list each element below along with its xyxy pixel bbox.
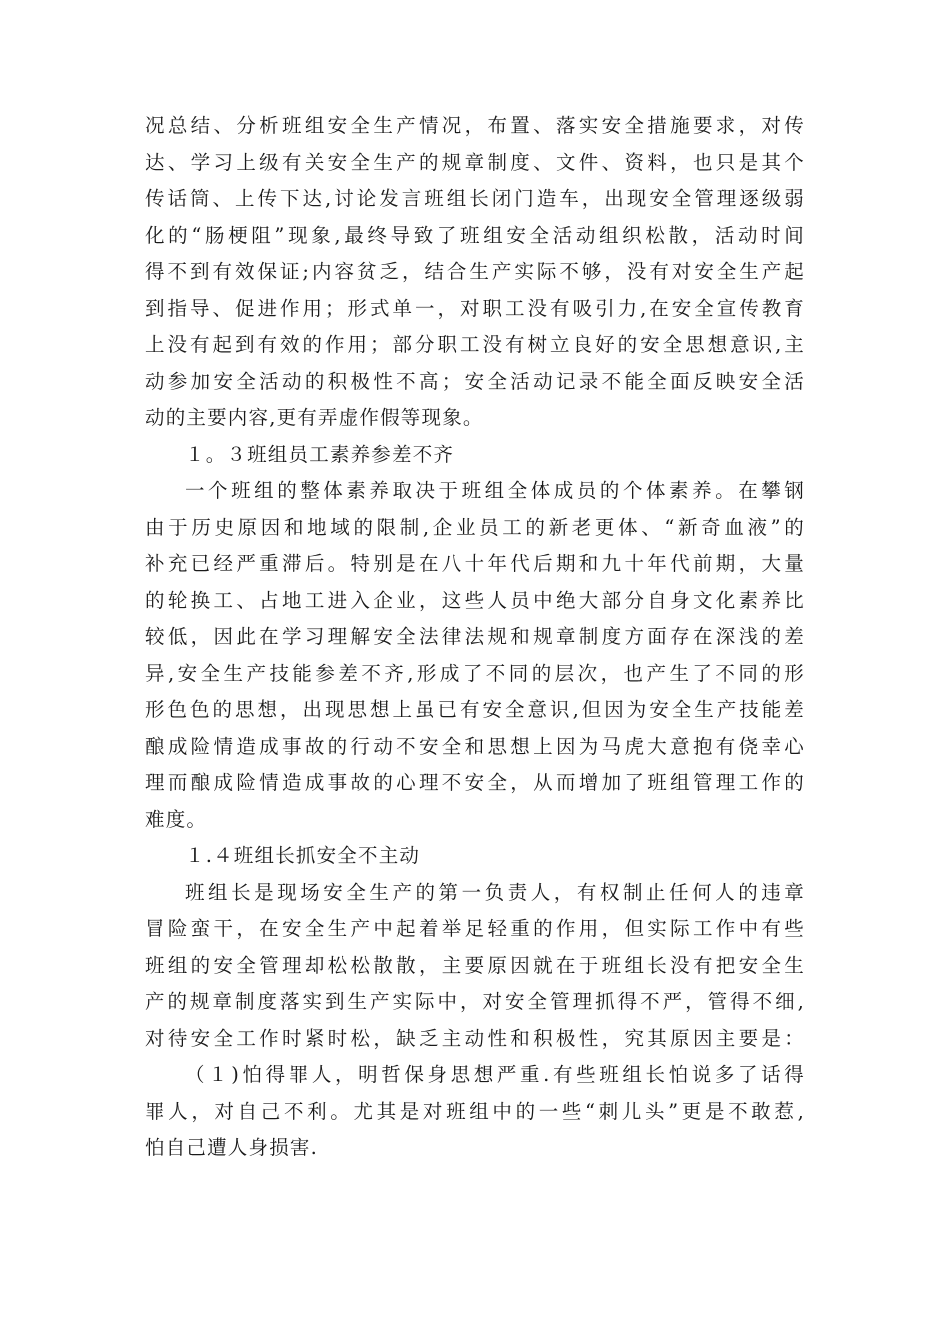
text-line: 冒险蛮干，在安全生产中起着举足轻重的作用，但实际工作中有些 bbox=[145, 917, 805, 940]
text-line: 怕自己遭人身损害. bbox=[145, 1136, 318, 1159]
text-line: 班组长是现场安全生产的第一负责人，有权制止任何人的违章 bbox=[185, 880, 805, 904]
text-line: 得不到有效保证;内容贫乏，结合生产实际不够，没有对安全生产起 bbox=[145, 260, 805, 283]
text-line: 补充已经严重滞后。特别是在八十年代后期和九十年代前期，大量 bbox=[145, 552, 805, 575]
text-line: 传话筒、上传下达,讨论发言班组长闭门造车，出现安全管理逐级弱 bbox=[145, 187, 805, 210]
text-line: 动的主要内容,更有弄虚作假等现象。 bbox=[145, 406, 484, 429]
text-line: 的轮换工、占地工进入企业，这些人员中绝大部分自身文化素养比 bbox=[145, 588, 805, 612]
text-line: 上没有起到有效的作用；部分职工没有树立良好的安全思想意识,主 bbox=[145, 333, 805, 356]
text-line: 产的规章制度落实到生产实际中，对安全管理抓得不严，管得不细, bbox=[145, 990, 805, 1013]
text-line: 对待安全工作时紧时松，缺乏主动性和积极性，究其原因主要是： bbox=[145, 1026, 805, 1050]
text-line: 较低，因此在学习理解安全法律法规和规章制度方面存在深浅的差 bbox=[145, 625, 805, 648]
paragraph-4 bbox=[145, 1057, 805, 1167]
text-line: 到指导、促进作用；形式单一，对职工没有吸引力,在安全宣传教育 bbox=[145, 296, 805, 320]
text-line: 酿成险情造成事故的行动不安全和思想上因为马虎大意抱有侥幸心 bbox=[145, 734, 805, 758]
text-line: 形色色的思想，出现思想上虽已有安全意识,但因为安全生产技能差 bbox=[145, 698, 805, 721]
paragraph-2 bbox=[145, 473, 805, 838]
document-body bbox=[145, 108, 805, 1167]
text-line: 难度。 bbox=[145, 807, 208, 831]
text-line: 一个班组的整体素养取决于班组全体成员的个体素养。在攀钢 bbox=[185, 479, 805, 502]
text-line: （１)怕得罪人，明哲保身思想严重.有些班组长怕说多了话得 bbox=[185, 1063, 805, 1086]
text-line: 班组的安全管理却松松散散，主要原因就在于班组长没有把安全生 bbox=[145, 953, 805, 977]
text-line: 动参加安全活动的积极性不高；安全活动记录不能全面反映安全活 bbox=[145, 369, 805, 393]
text-line: 由于历史原因和地域的限制,企业员工的新老更体、“新奇血液”的 bbox=[145, 515, 805, 539]
text-line: 化的“肠梗阻”现象,最终导致了班组安全活动组织松散，活动时间 bbox=[145, 223, 805, 247]
text-line: 况总结、分析班组安全生产情况，布置、落实安全措施要求，对传 bbox=[145, 114, 805, 137]
section-heading-1-4: １.４班组长抓安全不主动 bbox=[185, 844, 421, 867]
text-line: 罪人，对自己不利。尤其是对班组中的一些“刺儿头”更是不敢惹, bbox=[145, 1099, 805, 1123]
text-line: 达、学习上级有关安全生产的规章制度、文件、资料，也只是其个 bbox=[145, 150, 805, 174]
text-line: 理而酿成险情造成事故的心理不安全，从而增加了班组管理工作的 bbox=[145, 771, 805, 794]
text-line: 异,安全生产技能参差不齐,形成了不同的层次，也产生了不同的形 bbox=[145, 661, 805, 685]
paragraph-3 bbox=[145, 875, 805, 1058]
section-heading-1-3: １。３班组员工素养参差不齐 bbox=[185, 442, 455, 466]
paragraph-1 bbox=[145, 108, 805, 437]
